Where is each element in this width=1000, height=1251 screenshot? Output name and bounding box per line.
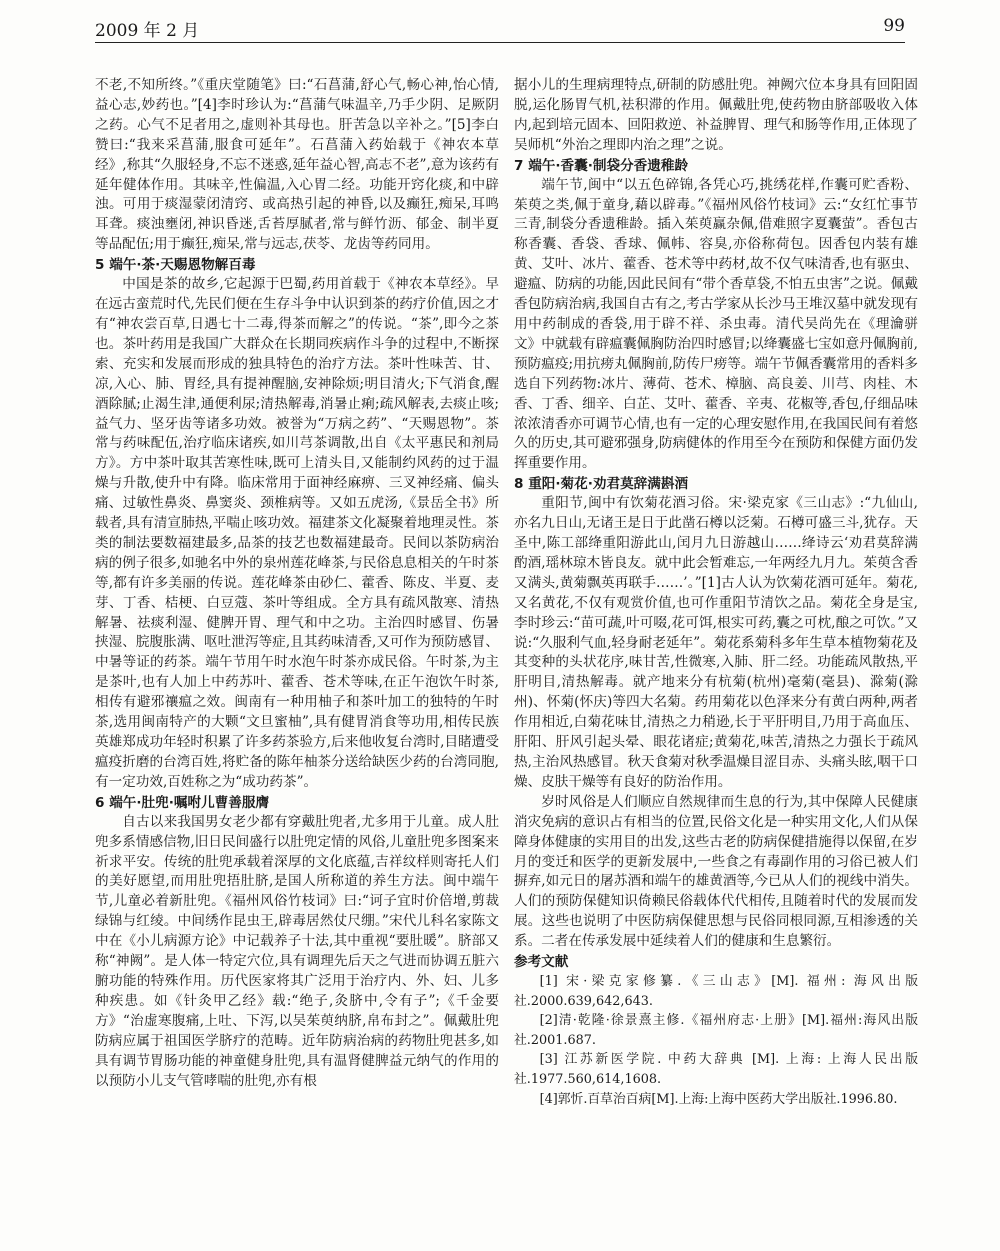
body-paragraph: 中国是茶的故乡,它起源于巴蜀,药用首载于《神农本草经》。早在远古蛮荒时代,先民们便在生存斗争中认识到茶的药疗价值,因之才有“神农尝百草,日遇七十二毒,得茶而解之”的传说。“茶”,即今之茶也。茶叶药用是我国广大群众在长期同疾病作斗争的过程中,不断探索、充实和发展而形成的独具特色的治疗方法。茶叶性味苦、甘、凉,入心、肺、胃经,具有提神醒脑,安神除烦;明目清火;下气消食,醒酒除腻;止渴生津,通便利尿;清热解毒,消暑止痢;疏风解表,去痰止咳;益气力、坚牙齿等诸多功效。被誉为“万病之药”、“天赐恩物”。茶常与药味配伍,治疗临床诸疾,如川芎茶调散,出自《太平惠民和剂局方》。方中茶叶取其苦寒性味,既可上清头目,又能制约风药的过于温燥与升散,使升中有降。临床常用于面神经麻痹、三叉神经痛、偏头痛、过敏性鼻炎、鼻窦炎、颈椎病等。又如五虎汤,《景岳全书》所载者,具有清宣肺热,平喘止咳功效。福建茶文化凝聚着地理灵性。茶类的制法要数福建最多,品茶的技艺也数福建最奇。民间以茶防病治病的例子很多,如驰名中外的泉州莲花峰茶,与民俗息息相关的午时茶等,都有许多美丽的传说。莲花峰茶由砂仁、藿香、陈皮、半夏、麦芽、丁香、桔梗、白豆蔻、茶叶等组成。全方具有疏风散寒、清热解暑、祛痰利湿、健脾开胃、理气和中之功。主治四时感冒、伤暑挟湿、脘腹胀满、呕吐泄泻等症,且其药味清香,又可作为预防感冒、中暑等证的药茶。端午节用午时水泡午时茶亦成民俗。午时茶,为主是茶叶,也有人加上中药苏叶、藿香、苍术等味,在正午泡饮午时茶,相传有避邪禳瘟之效。闽南有一种用柚子和茶叶加工的独特的午时茶,选用闽南特产的大颗“文旦蜜柚”,具有健胃消食等功用,相传民族英雄郑成功年轻时积累了许多药茶验方,后来他收复台湾时,目睹遭受瘟疫折磨的台湾百姓,将贮备的陈年柚茶分送给缺医少药的台湾同胞,有一定功效,百姓称之为“成功药茶”。 <box>95 276 499 790</box>
right-column <box>514 76 918 1109</box>
section-heading-7: 7 端午·香囊·制袋分香遗稚龄 <box>514 157 689 174</box>
references-heading: 参考文献 <box>514 954 569 971</box>
body-paragraph: 据小儿的生理病理特点,研制的防感肚兜。神阙穴位本身具有回阳固脱,运化肠胃气机,祛积滞的作用。佩戴肚兜,使药物由脐部吸收入体内,起到培元固本、回阳救逆、补益脾胃、理气和肠等作用,正体现了吴师机“外治之理即内治之理”之说。 <box>514 77 918 153</box>
reference-item: [1] 宋·梁克家修纂.《三山志》[M]. 福州: 海风出版社.2000.639,642,643. <box>514 974 918 1009</box>
body-paragraph: 重阳节,闽中有饮菊花酒习俗。宋·梁克家《三山志》:“九仙山,亦名九日山,无诸王是日于此凿石樽以泛菊。石樽可盛三斗,犹存。天圣中,陈工部绛重阳游此山,闰月九日游越山……绛诗云‘劝君莫辞满酌酒,瑶林琼木皆良友。就中此会暂难忘,一年两经九月九。茱萸含香又满头,黄菊飘英再联手……’。”[1]古人认为饮菊花酒可延年。菊花,又名黄花,不仅有观赏价值,也可作重阳节清饮之品。菊花全身是宝,李时珍云:“苗可蔬,叶可啜,花可饵,根实可药,囊之可枕,酿之可饮。”又说:“久服利气血,轻身耐老延年”。菊花系菊科多年生草本植物菊花及其变种的头状花序,味甘苦,性微寒,入肺、肝二经。功能疏风散热,平肝明目,清热解毒。就产地来分有杭菊(杭州)毫菊(毫县)、滁菊(滁州)、怀菊(怀庆)等四大名菊。药用菊花以色泽来分有黄白两种,两者作用相近,白菊花味甘,清热之力稍逊,长于平肝明目,乃用于高血压、肝阳、肝风引起头晕、眼花诸症;黄菊花,味苦,清热之力强长于疏风热,主治风热感冒。秋天食菊对秋季温燥目涩目赤、头痛头眩,咽干口燥、皮肤干燥等有良好的防治作用。 <box>514 495 918 790</box>
reference-item: [2]清·乾隆·徐景熹主修.《福州府志·上册》[M].福州:海风出版社.2001.687. <box>514 1013 918 1048</box>
left-column <box>95 76 499 1091</box>
body-paragraph: 自古以来我国男女老少都有穿戴肚兜者,尤多用于儿童。成人肚兜多系情感信物,旧日民间盛行以肚兜定情的风俗,儿童肚兜多图案来祈求平安。传统的肚兜承载着深厚的文化底蕴,吉祥纹样则寄托人们的美好愿望,而用肚兜捂肚脐,是国人所称道的养生方法。闽中端午节,儿童必着新肚兜。《福州风俗竹枝词》曰:“诃子宜时价倍增,剪裁绿锦与红绫。中间绣作昆虫王,辟毒居然仗尺绷。”宋代儿科名家陈文中在《小儿病源方论》中记载养子十法,其中重视“要肚暖”。脐部又称“神阙”。是人体一特定穴位,具有调理先后天之气进而协调五脏六腑功能的特殊作用。历代医家将其广泛用于治疗内、外、妇、儿多种疾患。如《针灸甲乙经》载:“绝子,灸脐中,令有子”;《千金要方》“治虚寒腹痛,上吐、下泻,以吴茱萸纳脐,帛布封之”。佩戴肚兜防病应属于祖国医学脐疗的范畴。近年防病治病的药物肚兜甚多,如具有调节胃肠功能的神童健身肚兜,具有温肾健脾益元纳气的作用的以预防小儿支气管哮喘的肚兜,亦有根 <box>95 813 499 1089</box>
body-paragraph: 不老,不知所终。”《重庆堂随笔》曰:“石菖蒲,舒心气,畅心神,怡心情,益心志,妙药也。”[4]李时珍认为:“菖蒲气味温辛,乃手少阴、足厥阴之药。心气不足者用之,虚则补其母也。肝苦急以辛补之。”[5]李白赞曰:“我来采菖蒲,服食可延年”。石菖蒲入药始载于《神农本草经》,称其“久服轻身,不忘不迷惑,延年益心智,高志不老”,意为该药有延年健体作用。其味辛,性偏温,入心胃二经。功能开窍化痰,和中辟浊。可用于痰湿蒙闭清窍、或高热引起的神昏,以及癫狂,痴呆,耳鸣耳聋。痰浊壅闭,神识昏迷,舌苔厚腻者,常与鲜竹沥、郁金、制半夏等品配伍;用于癫狂,痴呆,常与远志,茯苓、龙齿等药同用。 <box>95 77 499 253</box>
issue-date: 2009 年 2 月 <box>95 21 200 41</box>
section-heading-5: 5 端午·茶·天赐恩物解百毒 <box>95 257 256 274</box>
section-heading-6: 6 端午·肚兜·嘱咐儿曹善服膺 <box>95 794 270 811</box>
conclusion-paragraph: 岁时风俗是人们顺应自然规律而生息的行为,其中保障人民健康消灾免病的意识占有相当的位置,民俗文化是一种实用文化,人们从保障身体健康的实用目的出发,这些古老的防病保健措施得以保留,在岁月的变迁和医学的更新发展中,一些食之有毒副作用的习俗已被人们摒弃,如元日的屠苏酒和端午的雄黄酒等,今已从人们的视线中消失。人们的预防保健知识倚赖民俗载体代代相传,且随着时代的发展而发展。这些也说明了中医防病保健思想与民俗同根同源,互相渗透的关系。二者在传承发展中延续着人们的健康和生息繁衍。 <box>514 793 918 950</box>
section-heading-8: 8 重阳·菊花·劝君莫辞满斟酒 <box>514 476 689 493</box>
reference-item: [3] 江苏新医学院. 中药大辞典 [M]. 上海: 上海人民出版社.1977.560,614,1608. <box>514 1052 918 1088</box>
reference-item: [4]郭忻.百草治百病[M].上海:上海中医药大学出版社.1996.80. <box>539 1091 898 1107</box>
page-number: 99 <box>883 16 905 36</box>
running-header <box>95 12 905 43</box>
body-paragraph: 端午节,闽中“以五色碎锦,各凭心巧,挑绣花样,作囊可贮香粉、茱萸之类,佩于童身,藉以辟毒。”《福州风俗竹枝词》云:“女红忙事节三青,制袋分香遗稚龄。插入茱萸赢杂佩,借难照字夏囊萤”。香包古称香囊、香袋、香球、佩帏、容臭,亦俗称荷包。因香包内装有雄黄、艾叶、冰片、藿香、苍术等中药材,故不仅气味清香,也有驱虫、避瘟、防病的功能,因此民间有“带个香草袋,不怕五虫害”之说。佩戴香包防病治病,我国自古有之,考古学家从长沙马王堆汉墓中就发现有用中药制成的香袋,用于辟不祥、杀虫毒。清代吴尚先在《理瀹骈文》中就载有辟瘟囊佩胸防治四时感冒;以绛囊盛七宝如意丹佩胸前,预防瘟疫;用抗痨丸佩胸前,防传尸痨等。端午节佩香囊常用的香料多选自下列药物:冰片、薄荷、苍术、樟脑、高良姜、川芎、肉桂、木香、丁香、细辛、白芷、艾叶、藿香、辛夷、花椒等,香包,仔细品味浓浓清香亦可调节心情,也有一定的心理安慰作用,在我国民间有着悠久的历史,其可避邪强身,防病健体的作用至今在预防和保健方面仍发挥重要作用。 <box>514 176 918 472</box>
